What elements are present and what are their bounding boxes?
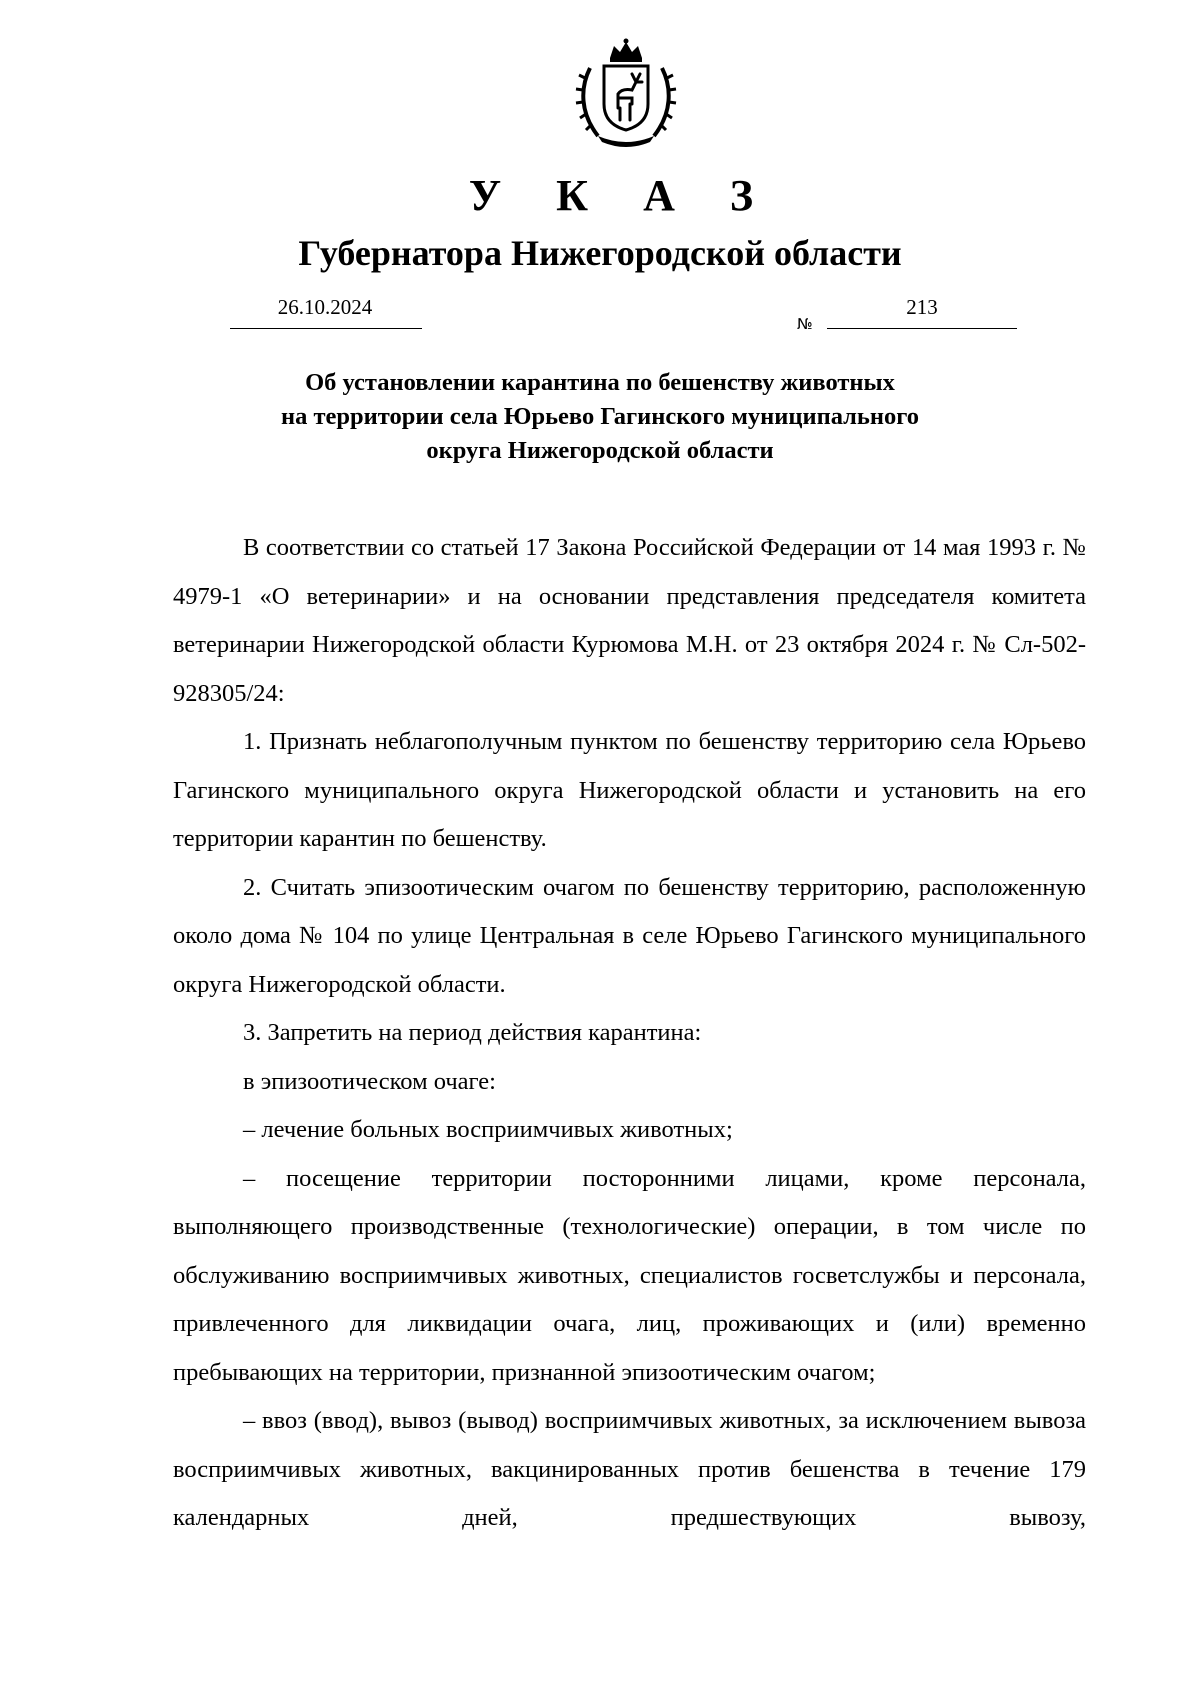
item-1-paragraph: 1. Признать неблагополучным пунктом по бешенству территорию села Юрьево Гагинского муниципального округа Нижегородской области и установить на его территории карантин по бешенству. bbox=[173, 728, 1086, 852]
document-type-title: У К А З bbox=[468, 171, 776, 220]
document-date: 26.10.2024 bbox=[277, 295, 373, 319]
number-sign: № bbox=[797, 315, 813, 333]
document-body bbox=[173, 524, 1086, 1543]
bullet-visits: – посещение территории посторонними лицами, кроме персонала, выполняющего производственные (технологические) операции, в том числе по обслуживанию восприимчивых животных, специалистов госветслужбы и персонала, привлеченного для ликвидации очага, лиц, проживающих и (или) временно пребывающих на территории, признанной эпизоотическим очагом; bbox=[173, 1164, 1086, 1386]
bullet-import-export: – ввоз (ввод), вывоз (вывод) восприимчивых животных, за исключением вывоза восприимчивых животных, вакцинированных против бешенства в течение 179 календарных дней, предшествующих вывозу, bbox=[173, 1407, 1086, 1531]
date-underline bbox=[230, 328, 422, 329]
bullet-treatment: – лечение больных восприимчивых животных; bbox=[243, 1116, 733, 1143]
number-underline bbox=[827, 328, 1017, 329]
subject-line: Об установлении карантина по бешенству животных bbox=[305, 369, 895, 396]
item-2-paragraph: 2. Считать эпизоотическим очагом по бешенству территорию, расположенную около дома № 104 по улице Центральная в селе Юрьево Гагинского муниципального округа Нижегородской области. bbox=[173, 873, 1086, 998]
nizhny-novgorod-coat-of-arms-icon bbox=[570, 38, 682, 148]
document-number: 213 bbox=[906, 295, 938, 319]
item-3-paragraph: 3. Запретить на период действия карантина: bbox=[243, 1019, 702, 1046]
focus-label: в эпизоотическом очаге: bbox=[243, 1067, 496, 1095]
issuer-title: Губернатора Нижегородской области bbox=[298, 233, 902, 273]
preamble-paragraph: В соответствии со статьей 17 Закона Российской Федерации от 14 мая 1993 г. № 4979-1 «О ветеринарии» и на основании представления председателя комитета ветеринарии Нижегородской области Курюмова М.Н. от 23 октября 2024 г. № Сл-502-928305/24: bbox=[173, 534, 1086, 707]
document-subject bbox=[140, 366, 1060, 468]
subject-line: на территории села Юрьево Гагинского муниципального bbox=[280, 403, 920, 430]
subject-line: округа Нижегородской области bbox=[426, 437, 774, 464]
